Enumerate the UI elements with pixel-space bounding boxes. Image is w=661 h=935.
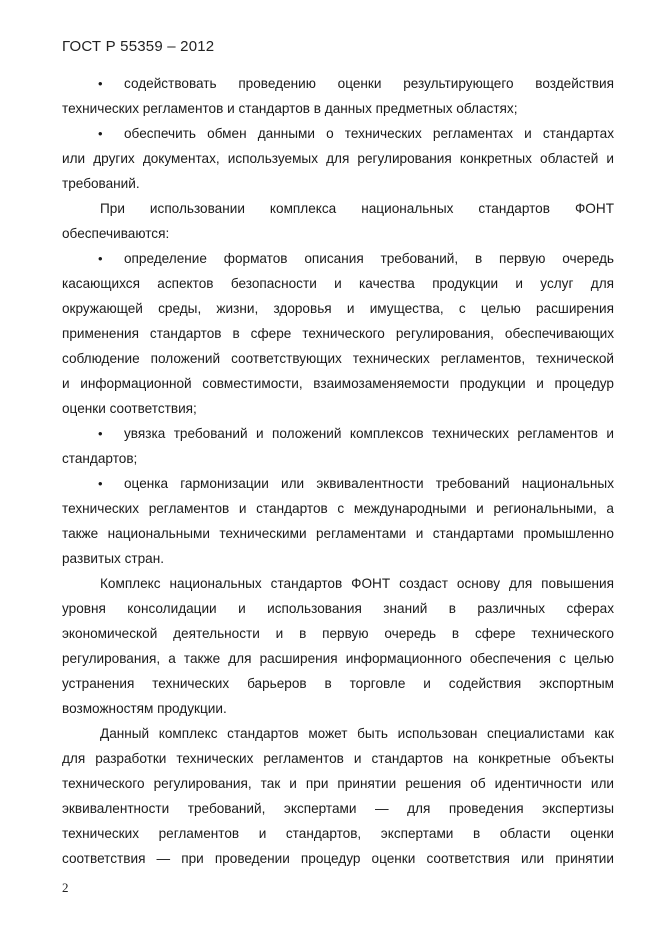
text-line: соответствия — при проведении процедур оценки соответствия или принятии bbox=[62, 851, 614, 866]
text-line: уровня консолидации и использования знаний в различных сферах bbox=[62, 601, 614, 616]
text-line: касающихся аспектов безопасности и качества продукции и услуг для bbox=[62, 276, 614, 291]
text-line: или других документах, используемых для регулирования конкретных областей и bbox=[62, 151, 614, 166]
page-number: 2 bbox=[62, 880, 69, 895]
text-line: технического регулирования, так и при принятии решения об идентичности или bbox=[62, 776, 614, 791]
bullet-icon: • bbox=[98, 126, 103, 141]
text-line: эквивалентности требований, экспертами — для проведения экспертизы bbox=[62, 801, 614, 816]
text-line: устранения технических барьеров в торговле и содействия экспортным bbox=[62, 676, 614, 691]
bullet-icon: • bbox=[98, 76, 103, 91]
document-header: ГОСТ Р 55359 – 2012 bbox=[62, 38, 215, 55]
text-line: содействовать проведению оценки результирующего воздействия bbox=[124, 76, 614, 91]
text-line: применения стандартов в сфере технического регулирования, обеспечивающих bbox=[62, 326, 614, 341]
list-item bbox=[62, 246, 614, 271]
text-line: и информационной совместимости, взаимозаменяемости продукции и процедур bbox=[62, 376, 614, 391]
text-line: окружающей среды, жизни, здоровья и имущества, с целью расширения bbox=[62, 301, 614, 316]
text-line: технических регламентов и стандартов в данных предметных областях; bbox=[62, 101, 518, 116]
list-item bbox=[62, 71, 614, 96]
text-line: регулирования, а также для расширения информационного обеспечения с целью bbox=[62, 651, 614, 666]
paragraph-first-line: При использовании комплекса национальных стандартов ФОНТ bbox=[100, 201, 614, 216]
text-line: обеспечиваются: bbox=[62, 226, 170, 241]
text-line: увязка требований и положений комплексов технических регламентов и bbox=[124, 426, 614, 441]
text-line: определение форматов описания требований, в первую очередь bbox=[124, 251, 614, 266]
text-line: возможностям продукции. bbox=[62, 701, 227, 716]
bullet-icon: • bbox=[98, 251, 103, 266]
text-line: оценка гармонизации или эквивалентности требований национальных bbox=[124, 476, 614, 491]
text-line: оценки соответствия; bbox=[62, 401, 197, 416]
bullet-icon: • bbox=[98, 476, 103, 491]
paragraph-first-line: Комплекс национальных стандартов ФОНТ создаст основу для повышения bbox=[100, 576, 614, 591]
text-line: обеспечить обмен данными о технических регламентах и стандартах bbox=[124, 126, 614, 141]
paragraph-first-line: Данный комплекс стандартов может быть использован специалистами как bbox=[100, 726, 614, 741]
list-item bbox=[62, 421, 614, 446]
text-line: стандартов; bbox=[62, 451, 138, 466]
bullet-icon: • bbox=[98, 426, 103, 441]
text-line: технических регламентов и стандартов, экспертами в области оценки bbox=[62, 826, 614, 841]
text-line: соблюдение положений соответствующих технических регламентов, технической bbox=[62, 351, 614, 366]
text-line: развитых стран. bbox=[62, 551, 165, 566]
text-line: также национальными техническими регламентами и стандартами промышленно bbox=[62, 526, 614, 541]
document-body bbox=[62, 71, 614, 871]
text-line: требований. bbox=[62, 176, 140, 191]
text-line: для разработки технических регламентов и стандартов на конкретные объекты bbox=[62, 751, 614, 766]
list-item bbox=[62, 121, 614, 146]
text-line: технических регламентов и стандартов с международными и региональными, а bbox=[62, 501, 614, 516]
list-item bbox=[62, 471, 614, 496]
text-line: экономической деятельности и в первую очередь в сфере технического bbox=[62, 626, 614, 641]
